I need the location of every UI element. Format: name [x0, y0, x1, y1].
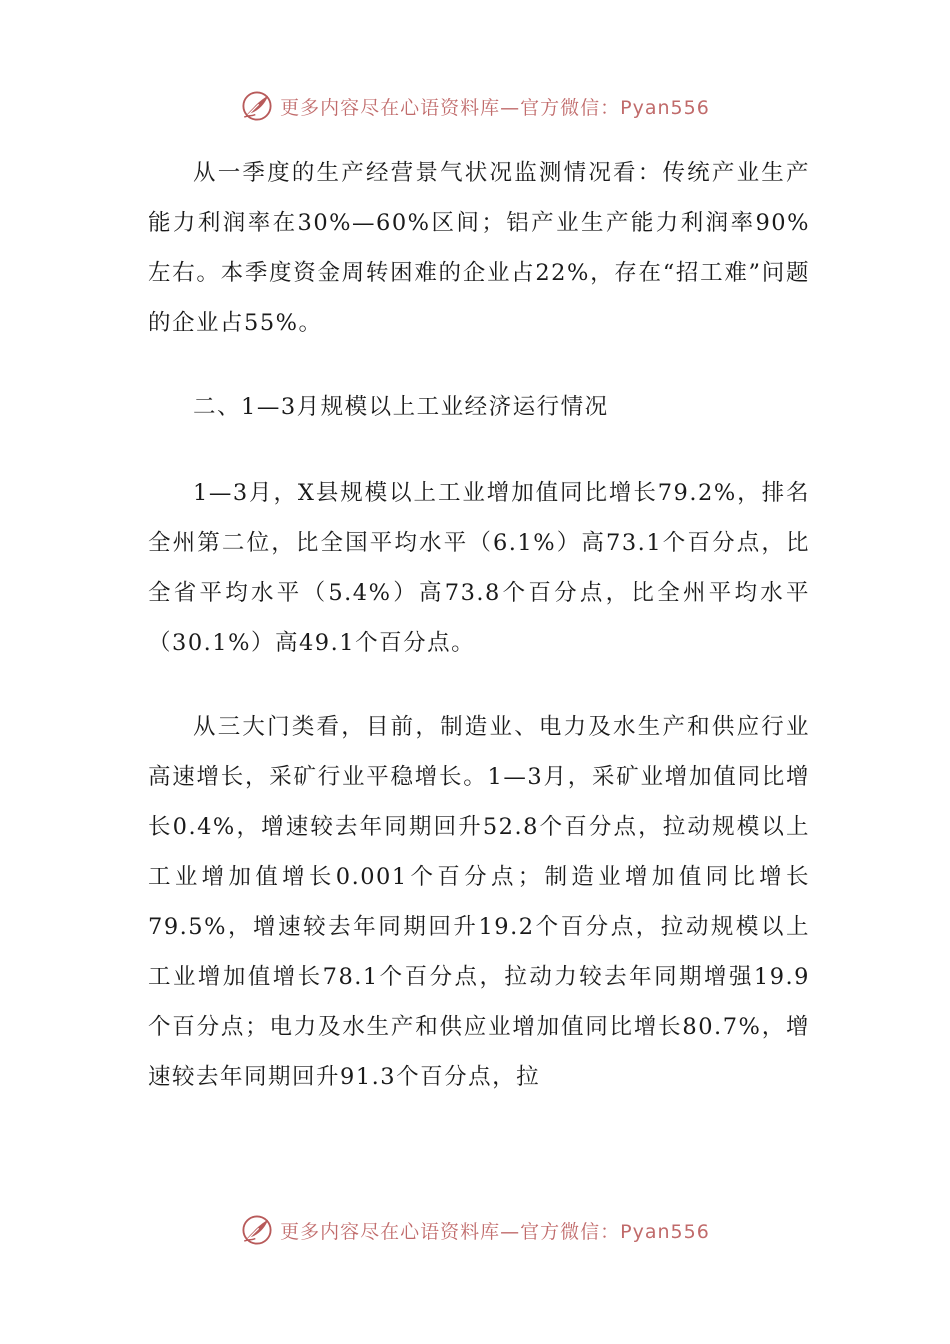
paragraph-2-text: 1—3月，X县规模以上工业增加值同比增长79.2%，排名全州第二位，比全国平均水平（6.1%）高73.1个百分点，比全省平均水平（5.4%）高73.8个百分点，比全州平均水平（30.1%）高49.1个百分点。 — [148, 480, 810, 656]
header-watermark-banner — [0, 84, 950, 128]
quill-pen-logo-icon — [240, 1213, 274, 1247]
paragraph-2 — [148, 468, 810, 668]
section-heading-text: 二、1—3月规模以上工业经济运行情况 — [193, 394, 609, 420]
paragraph-3 — [148, 702, 810, 1102]
section-heading — [148, 382, 810, 432]
paragraph-1-text: 从一季度的生产经营景气状况监测情况看：传统产业生产能力利润率在30%—60%区间；铝产业生产能力利润率90%左右。本季度资金周转困难的企业占22%，存在“招工难”问题的企业占55%。 — [148, 160, 810, 336]
paragraph-1 — [148, 148, 810, 348]
watermark-text: 更多内容尽在心语资料库—官方微信：Pyan556 — [280, 1220, 710, 1243]
watermark-text: 更多内容尽在心语资料库—官方微信：Pyan556 — [280, 96, 710, 119]
quill-pen-logo-icon — [240, 89, 274, 123]
paragraph-3-text: 从三大门类看，目前，制造业、电力及水生产和供应行业高速增长，采矿行业平稳增长。1—3月，采矿业增加值同比增长0.4%，增速较去年同期回升52.8个百分点，拉动规模以上工业增加值增长0.001个百分点；制造业增加值同比增长79.5%，增速较去年同期回升19.2个百分点，拉动规模以上工业增加值增长78.1个百分点，拉动力较去年同期增强19.9个百分点；电力及水生产和供应业增加值同比增长80.7%，增速较去年同期回升91.3个百分点，拉 — [148, 714, 810, 1090]
footer-watermark-banner — [0, 1208, 950, 1252]
